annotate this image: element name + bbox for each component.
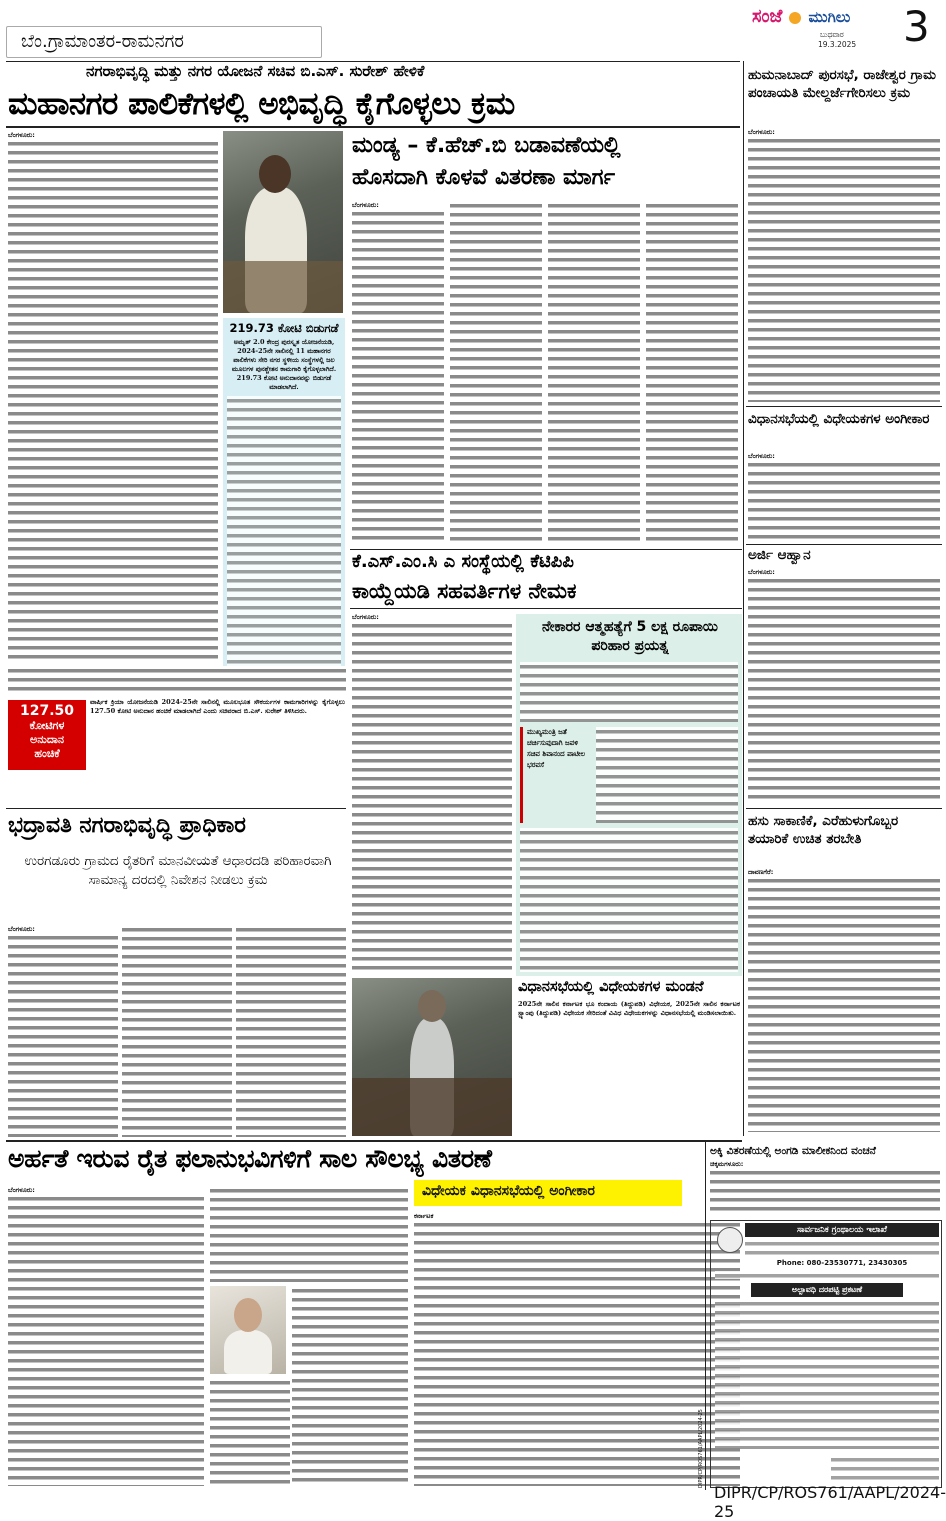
ksmc-rule — [350, 608, 742, 609]
mandane-headline: ವಿಧಾನಸಭೆಯಲ್ಲಿ ವಿಧೇಯಕಗಳ ಮಂಡನೆ — [518, 979, 704, 995]
raita-rule — [6, 1140, 742, 1142]
nekar-col-2 — [520, 828, 738, 972]
arji-headline: ಅರ್ಜಿ ಆಹ್ವಾನ — [748, 547, 811, 563]
ksmc-headline-2: ಕಾಯ್ದೆಯಡಿ ಸಹವರ್ತಿಗಳ ನೇಮಕ — [352, 579, 577, 603]
mandya-col-2 — [450, 201, 542, 545]
bhadravati-headline: ಭದ್ರಾವತಿ ನಗರಾಭಿವೃದ್ಧಿ ಪ್ರಾಧಿಕಾರ — [8, 813, 246, 838]
hasu-body — [748, 876, 940, 1132]
lead-rule — [6, 126, 740, 128]
library-emblem-icon — [717, 1227, 743, 1253]
akki-dateline: ಚಿಕ್ಕಮಗಳೂರು: — [710, 1160, 744, 1168]
library-ad-ref-vertical: DIPR/CP/ROS761/AAPL/2024-25 — [698, 1409, 704, 1488]
lead-callout-line3: ಅನುದಾನ — [30, 733, 64, 746]
section-label-text: ಬೆಂ.ಗ್ರಾಮಾಂತರ-ರಾಮನಗರ — [21, 31, 184, 52]
nekar-quote-text: ಮುಖ್ಯಮಂತ್ರಿ ಜತೆ ಚರ್ಚಿಸುವುದಾಗಿ ಜವಳಿ ಸಚಿವ ಶಿವಾನಂದ ಪಾಟೀಲ ಭರವಸೆ — [527, 728, 586, 769]
mandya-headline-2: ಹೊಸದಾಗಿ ಕೊಳವೆ ವಿತರಣಾ ಮಾರ್ಗ — [352, 165, 615, 190]
vidhan-angikara-headline: ವಿಧಾನಸಭೆಯಲ್ಲಿ ವಿಧೇಯಕಗಳ ಅಂಗೀಕಾರ — [748, 411, 930, 427]
lead-callout-amount: 127.50 — [19, 703, 75, 719]
lead-sidebar-body — [227, 396, 341, 666]
vidheyaka-banner — [414, 1180, 682, 1206]
library-ad-tender-title: ಅಲ್ಪಾವಧಿ ದರಪಟ್ಟಿ ಪ್ರಕಟಣೆ — [751, 1283, 903, 1297]
right-rule-3 — [746, 808, 942, 809]
raita-dateline: ಬೆಂಗಳೂರು: — [8, 1186, 35, 1194]
mandya-col-3 — [548, 201, 640, 545]
mandya-col-4 — [646, 201, 738, 545]
raita-col-2c — [210, 1378, 290, 1486]
lead-callout — [8, 700, 86, 770]
akki-divider — [705, 1140, 706, 1490]
akki-headline: ಅಕ್ಕಿ ವಿತರಣೆಯಲ್ಲಿ ಅಂಗಡಿ ಮಾಲೀಕನಿಂದ ವಂಚನೆ — [710, 1145, 876, 1157]
arji-dateline: ಬೆಂಗಳೂರು: — [748, 568, 775, 576]
right-col-divider — [743, 61, 744, 1136]
lead-column-1 — [8, 139, 218, 659]
library-ad-header: ಸಾರ್ವಜನಿಕ ಗ್ರಂಥಾಲಯ ಇಲಾಖೆ — [745, 1223, 939, 1237]
humnabad-dateline: ಬೆಂಗಳೂರು: — [748, 128, 775, 136]
library-ad-phone: Phone: 080-23530771, 23430305 — [776, 1259, 908, 1267]
mandane-summary: 2025ನೇ ಸಾಲಿನ ಕರ್ನಾಟಕ ಭೂ ಕಂದಾಯ (ತಿದ್ದುಪಡಿ) ವಿಧೇಯಕ, 2025ನೇ ಸಾಲಿನ ಕರ್ನಾಟಕ ಸ್ಟ್ಯಾಂಪು (ತಿದ್ದುಪಡಿ) ವಿಧೇಯಕ ಸೇರಿದಂತೆ ವಿವಿಧ ವಿಧೇಯಕಗಳನ್ನು ವಿಧಾನಸಭೆಯಲ್ಲಿ ಮಂಡಿಸಲಾಯಿತು. — [518, 1000, 740, 1018]
lead-callout-line2: ಕೋಟಿಗಳ — [29, 719, 65, 732]
hasu-dateline: ದಾವಣಗೆರೆ: — [748, 868, 774, 876]
bhadravati-col-2 — [122, 925, 232, 1137]
hasu-headline: ಹಸು ಸಾಕಾಣಿಕೆ, ಎರೆಹುಳುಗೊಬ್ಬರ ತಯಾರಿಕೆ ಉಚಿತ ತರಬೇತಿ — [748, 813, 899, 847]
lead-dateline: ಬೆಂಗಳೂರು: — [8, 131, 35, 139]
akki-body — [710, 1168, 940, 1216]
ksmc-headline-1: ಕೆ.ಎಸ್.ಎಂ.ಸಿ ಎ ಸಂಸ್ಥೆಯಲ್ಲಿ ಕೆಟಿಪಿಪಿ — [352, 551, 574, 572]
mandya-headline-1: ಮಂಡ್ಯ – ಕೆ.ಹೆಚ್.ಬಿ ಬಡಾವಣೆಯಲ್ಲಿ — [352, 133, 621, 158]
library-ad-signature — [831, 1455, 939, 1483]
bhadravati-rule — [6, 808, 346, 809]
mandya-dateline: ಬೆಂಗಳೂರು: — [352, 201, 379, 209]
humnabad-body — [748, 136, 940, 402]
right-rule-1 — [746, 406, 942, 407]
issue-date: 19.3.2025 — [818, 40, 857, 49]
raita-headline: ಅರ್ಹತೆ ಇರುವ ರೈತ ಫಲಾನುಭವಿಗಳಿಗೆ ಸಾಲ ಸೌಲಭ್ಯ ವಿತರಣೆ — [8, 1144, 492, 1173]
lead-sidebar-text: ಅಮೃತ್ 2.0 ಕೇಂದ್ರ ಪುರಸ್ಕೃತ ಯೋಜನೆಯಡಿ, 2024-25ನೇ ಸಾಲಿನಲ್ಲಿ 11 ಮಹಾನಗರ ಪಾಲಿಕೆಗಳು ಸೇರಿ ನಗರ ಸ್ಥಳೀಯ ಸಂಸ್ಥೆಗಳಲ್ಲಿ ಜಲ ಮೂಲಗಳ ಪುನಶ್ಚೇತನ ಕಾಮಗಾರಿ ಕೈಗೊಳ್ಳಲಾಗಿದೆ. 219.73 ಕೋಟಿ ಅನುದಾನವನ್ನು ಬಿಡುಗಡೆ ಮಾಡಲಾಗಿದೆ. — [231, 338, 337, 392]
nekar-headline: ನೇಕಾರರ ಆತ್ಮಹತ್ಯೆಗೆ 5 ಲಕ್ಷ ರೂಪಾಯಿ ಪರಿಹಾರ ಪ್ರಯತ್ನ — [542, 619, 718, 654]
vidheyaka-body — [414, 1220, 740, 1486]
bhadravati-subhead: ಉರಗಡೂರು ಗ್ರಾಮದ ರೈತರಿಗೆ ಮಾನವೀಯತೆ ಆಧಾರದಡಿ ಪರಿಹಾರವಾಗಿ ಸಾಮಾನ್ಯ ದರದಲ್ಲಿ ನಿವೇಶನ ನೀಡಲು ಕ್ರಮ — [24, 853, 332, 888]
lead-sidebar-title: 219.73 ಕೋಟಿ ಬಿಡುಗಡೆ — [229, 321, 339, 335]
raita-col-2 — [210, 1186, 408, 1282]
library-ad-address — [745, 1239, 939, 1257]
page-number: 3 — [903, 2, 930, 51]
issue-day: ಬುಧವಾರ — [820, 30, 844, 39]
nekar-quote — [520, 727, 588, 823]
ksmc-col-1 — [352, 621, 512, 973]
vidheyaka-banner-text: ವಿಧೇಯಕ ವಿಧಾನಸಭೆಯಲ್ಲಿ ಅಂಗೀಕಾರ — [422, 1183, 595, 1199]
bhadravati-col-1 — [8, 933, 118, 1137]
ksmc-dateline: ಬೆಂಗಳೂರು: — [352, 613, 379, 621]
raita-col-1 — [8, 1194, 204, 1486]
arji-body — [748, 576, 940, 804]
vidhan-angikara-body — [748, 460, 940, 540]
nekar-col-1 — [596, 727, 738, 823]
raita-col-2b — [292, 1286, 408, 1486]
brand-logo — [752, 6, 900, 32]
right-rule-2 — [746, 544, 942, 545]
mandya-col-1 — [352, 209, 444, 545]
brand-logo-part-b: ಮುಗಿಲು — [808, 8, 851, 26]
humnabad-headline: ಹುಮನಾಬಾದ್ ಪುರಸಭೆ, ರಾಜೇಶ್ವರ ಗ್ರಾಮ ಪಂಚಾಯತಿ ಮೇಲ್ದರ್ಜೆಗೇರಿಸಲು ಕ್ರಮ — [748, 67, 936, 101]
lead-photo — [223, 131, 343, 313]
library-ad-refline — [715, 1271, 939, 1279]
lead-callout-line4: ಹಂಚಿಕೆ — [34, 747, 60, 760]
lead-sidebar — [223, 318, 345, 668]
nekar-lead-body — [520, 662, 738, 722]
lead-kicker: ನಗರಾಭಿವೃದ್ಧಿ ಮತ್ತು ನಗರ ಯೋಜನೆ ಸಚಿವ ಬಿ.ಎಸ್. ಸುರೇಶ್ ಹೇಳಿಕೆ — [86, 62, 425, 80]
section-label — [6, 26, 322, 58]
bhadravati-dateline: ಬೆಂಗಳೂರು: — [8, 925, 35, 933]
mandya-rule — [350, 549, 742, 550]
vidhan-angikara-dateline: ಬೆಂಗಳೂರು: — [748, 452, 775, 460]
sun-icon — [789, 12, 801, 24]
library-ad-body — [715, 1299, 939, 1449]
assembly-photo — [352, 978, 512, 1136]
lead-headline: ಮಹಾನಗರ ಪಾಲಿಕೆಗಳಲ್ಲಿ ಅಭಿವೃದ್ಧಿ ಕೈಗೊಳ್ಳಲು ಕ್ರಮ — [8, 86, 515, 122]
brand-logo-part-a: ಸಂಜೆ — [752, 6, 783, 27]
raita-photo — [210, 1286, 286, 1374]
bhadravati-col-3 — [236, 925, 346, 1137]
library-ad — [710, 1220, 946, 1521]
library-ad-ref: DIPR/CP/ROS761/AAPL/2024-25 — [714, 1483, 946, 1521]
lead-summary: ವಾರ್ಷಿಕ ಕ್ರಿಯಾ ಯೋಜನೆಯಡಿ 2024-25ನೇ ಸಾಲಿನಲ್ಲಿ ಮೂಲಭೂತ ಸೌಕರ್ಯಗಳ ಕಾಮಗಾರಿಗಳನ್ನು ಕೈಗೊಳ್ಳಲು 127.50 ಕೋಟಿ ಅನುದಾನ ಹಂಚಿಕೆ ಮಾಡಲಾಗಿದೆ ಎಂದು ಸಚಿವರಾದ ಬಿ.ಎಸ್. ಸುರೇಶ್ ತಿಳಿಸಿದರು. — [90, 698, 345, 716]
vidheyaka-dateline: ಕರ್ನಾಟಕ — [414, 1212, 434, 1220]
lead-column-1-tail — [8, 666, 346, 692]
